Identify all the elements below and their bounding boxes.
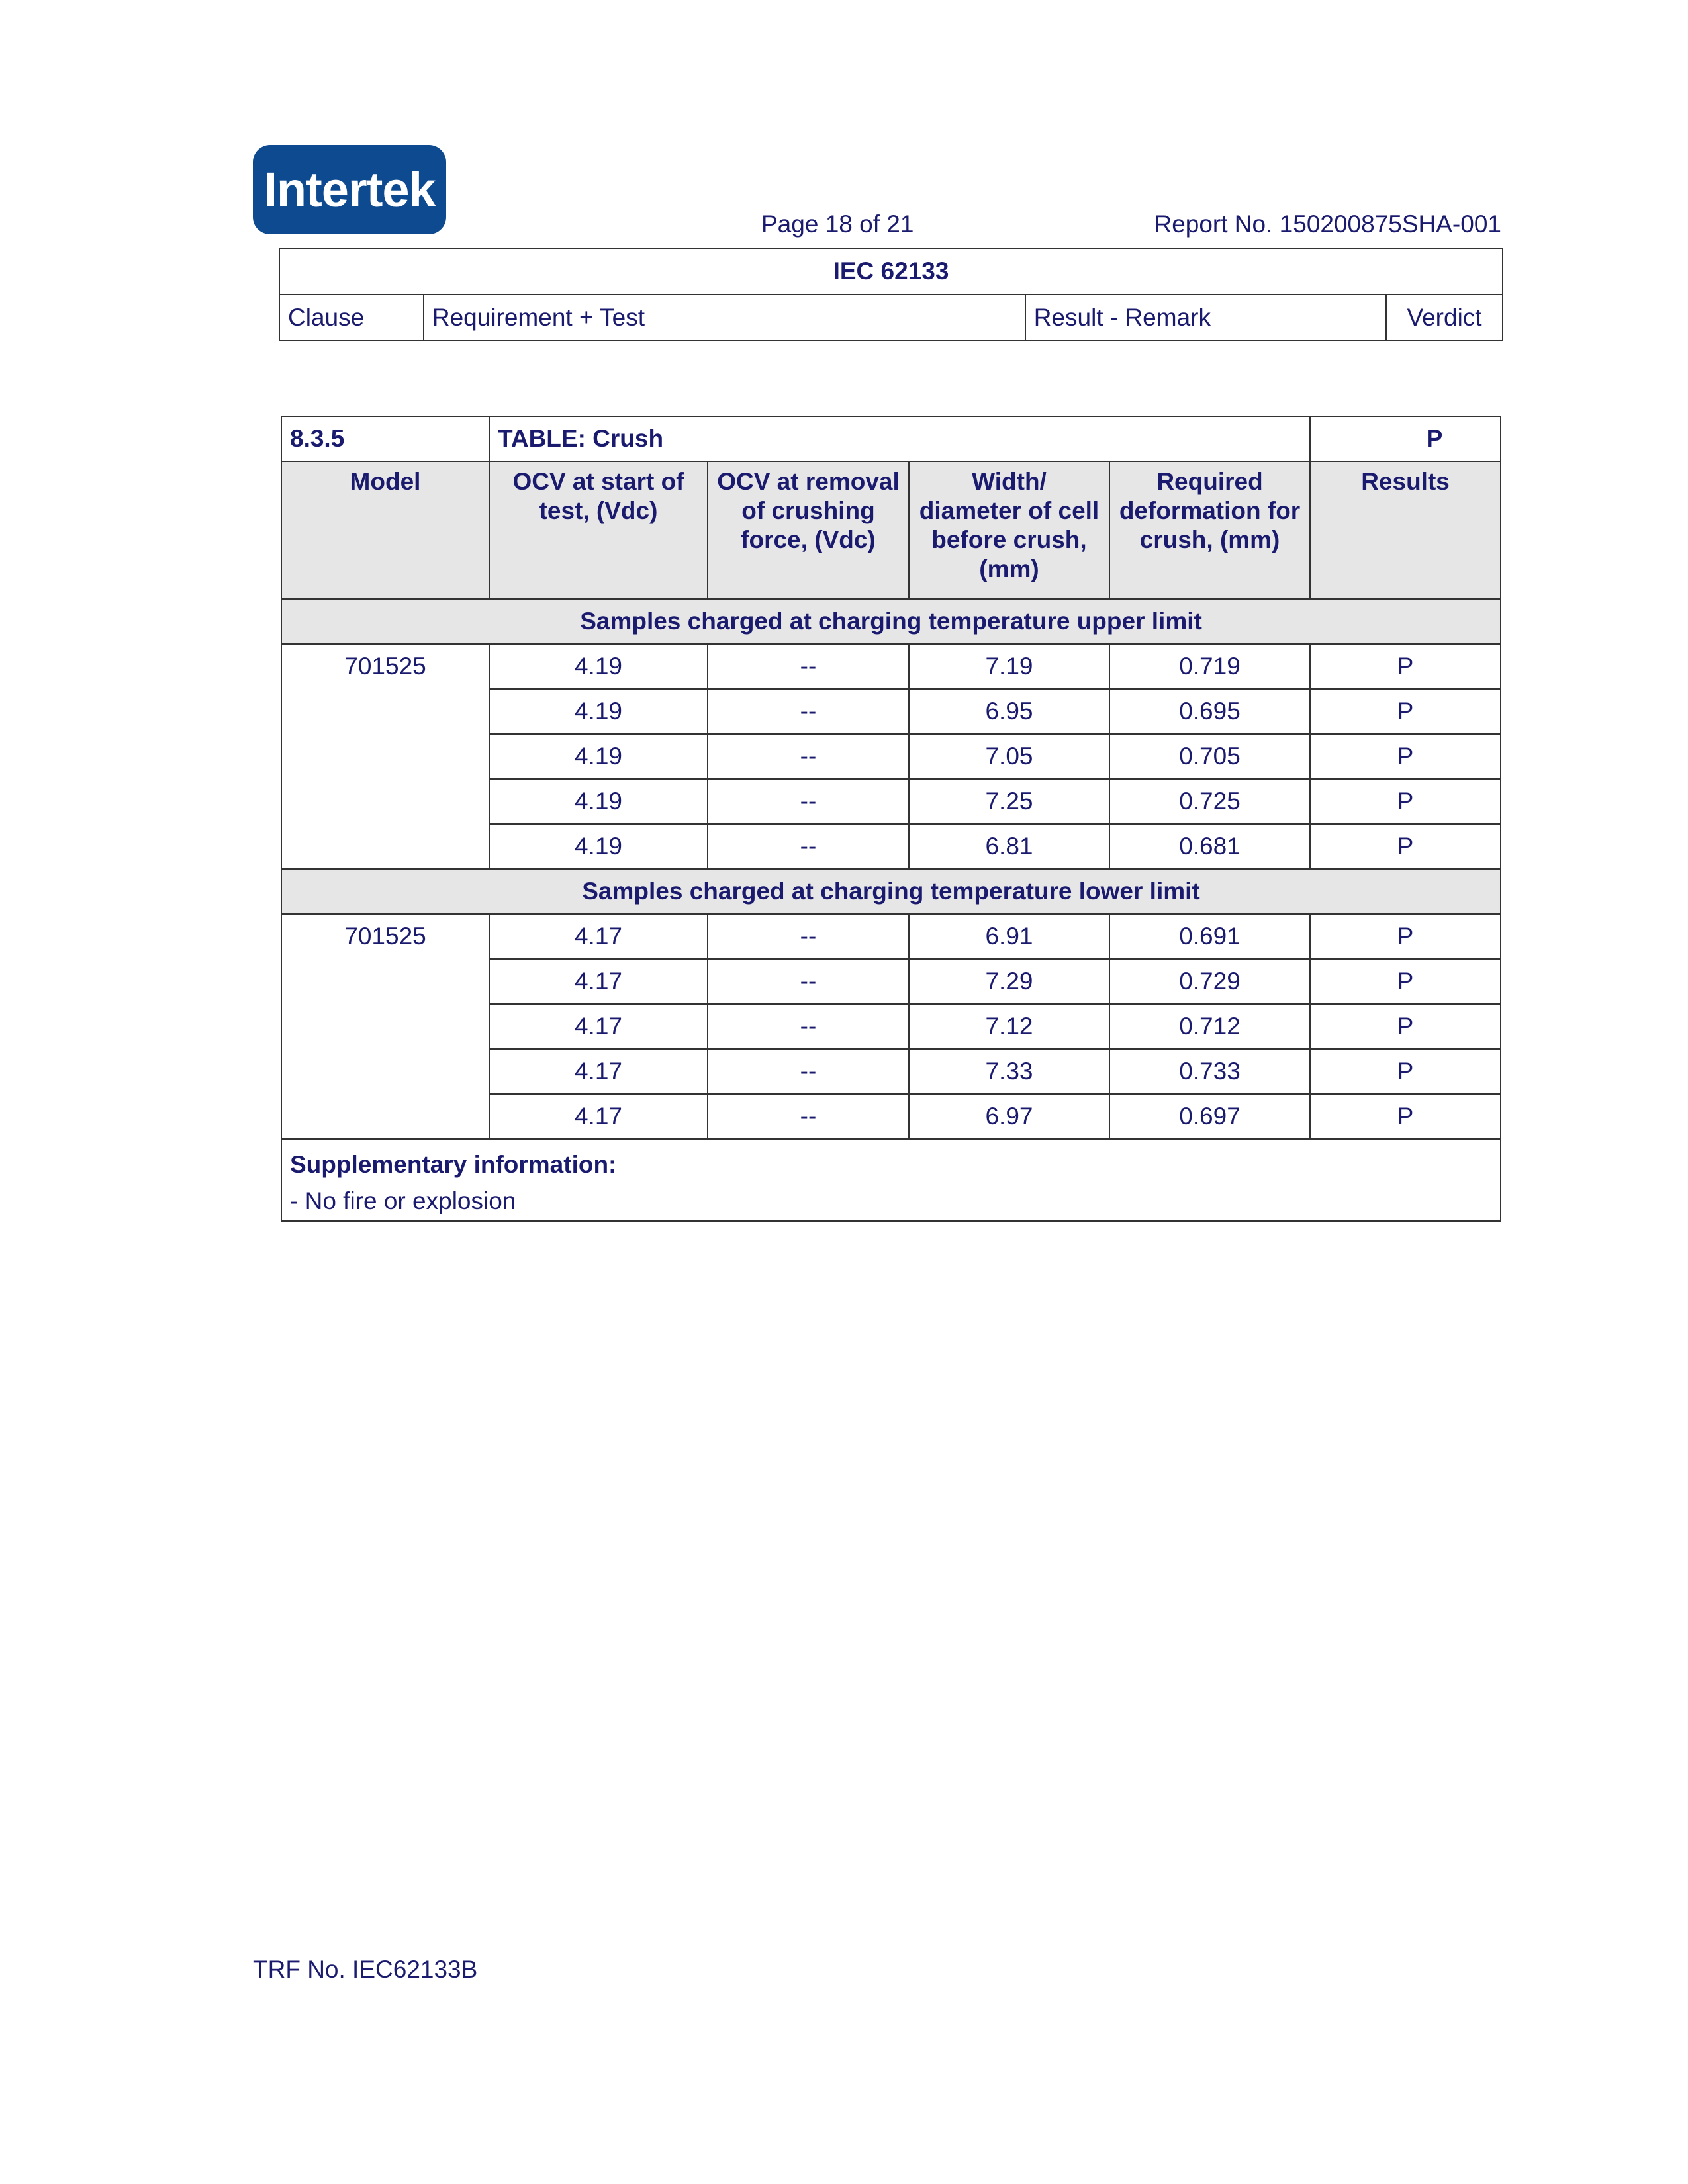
deformation-cell: 0.725 [1109, 779, 1310, 824]
col-required-deformation: Required deformation for crush, (mm) [1109, 461, 1310, 599]
supplementary-info [281, 1139, 1501, 1221]
result-cell: P [1310, 1049, 1501, 1094]
ocv-removal-cell: -- [708, 824, 909, 869]
clause-number: 8.3.5 [281, 416, 489, 461]
width-cell: 7.25 [909, 779, 1109, 824]
header-table [279, 248, 1503, 341]
table-row [281, 644, 1501, 689]
col-clause: Clause [279, 295, 424, 341]
ocv-start-cell: 4.17 [489, 1004, 708, 1049]
col-model: Model [281, 461, 489, 599]
ocv-removal-cell: -- [708, 644, 909, 689]
col-result-remark: Result - Remark [1025, 295, 1386, 341]
ocv-start-cell: 4.19 [489, 644, 708, 689]
col-ocv-removal: OCV at removal of crushing force, (Vdc) [708, 461, 909, 599]
deformation-cell: 0.705 [1109, 734, 1310, 779]
width-cell: 7.29 [909, 959, 1109, 1004]
ocv-start-cell: 4.17 [489, 914, 708, 959]
ocv-start-cell: 4.19 [489, 779, 708, 824]
report-number: Report No. 150200875SHA-001 [1154, 210, 1501, 238]
ocv-removal-cell: -- [708, 1004, 909, 1049]
section-upper-limit: Samples charged at charging temperature upper limit [281, 599, 1501, 644]
ocv-start-cell: 4.17 [489, 1094, 708, 1139]
supplementary-label: Supplementary information: [290, 1151, 617, 1178]
ocv-start-cell: 4.19 [489, 734, 708, 779]
width-cell: 7.12 [909, 1004, 1109, 1049]
supplementary-text: - No fire or explosion [290, 1187, 516, 1214]
deformation-cell: 0.697 [1109, 1094, 1310, 1139]
ocv-removal-cell: -- [708, 689, 909, 734]
table-title: TABLE: Crush [489, 416, 1310, 461]
deformation-cell: 0.691 [1109, 914, 1310, 959]
col-requirement: Requirement + Test [424, 295, 1025, 341]
ocv-removal-cell: -- [708, 959, 909, 1004]
result-cell: P [1310, 644, 1501, 689]
result-cell: P [1310, 689, 1501, 734]
deformation-cell: 0.695 [1109, 689, 1310, 734]
width-cell: 7.33 [909, 1049, 1109, 1094]
page-number: Page 18 of 21 [761, 210, 914, 238]
section-lower-limit: Samples charged at charging temperature lower limit [281, 869, 1501, 914]
result-cell: P [1310, 824, 1501, 869]
ocv-start-cell: 4.19 [489, 689, 708, 734]
table-row [281, 914, 1501, 959]
result-cell: P [1310, 959, 1501, 1004]
standard-title: IEC 62133 [279, 248, 1503, 295]
width-cell: 7.05 [909, 734, 1109, 779]
col-verdict: Verdict [1386, 295, 1503, 341]
width-cell: 6.97 [909, 1094, 1109, 1139]
ocv-start-cell: 4.19 [489, 824, 708, 869]
deformation-cell: 0.712 [1109, 1004, 1310, 1049]
ocv-removal-cell: -- [708, 914, 909, 959]
result-cell: P [1310, 734, 1501, 779]
logo-text: Intertek [263, 162, 436, 217]
table-verdict: P [1310, 416, 1501, 461]
deformation-cell: 0.681 [1109, 824, 1310, 869]
model-cell: 701525 [281, 914, 489, 1139]
ocv-start-cell: 4.17 [489, 959, 708, 1004]
deformation-cell: 0.729 [1109, 959, 1310, 1004]
result-cell: P [1310, 1004, 1501, 1049]
deformation-cell: 0.719 [1109, 644, 1310, 689]
ocv-removal-cell: -- [708, 734, 909, 779]
ocv-start-cell: 4.17 [489, 1049, 708, 1094]
ocv-removal-cell: -- [708, 779, 909, 824]
crush-table [281, 416, 1501, 1222]
width-cell: 6.91 [909, 914, 1109, 959]
width-cell: 6.95 [909, 689, 1109, 734]
col-results: Results [1310, 461, 1501, 599]
width-cell: 6.81 [909, 824, 1109, 869]
trf-number: TRF No. IEC62133B [253, 1956, 478, 1983]
model-cell: 701525 [281, 644, 489, 869]
col-width-diameter: Width/ diameter of cell before crush, (mm) [909, 461, 1109, 599]
intertek-logo [253, 145, 446, 234]
col-ocv-start: OCV at start of test, (Vdc) [489, 461, 708, 599]
result-cell: P [1310, 779, 1501, 824]
ocv-removal-cell: -- [708, 1049, 909, 1094]
width-cell: 7.19 [909, 644, 1109, 689]
deformation-cell: 0.733 [1109, 1049, 1310, 1094]
result-cell: P [1310, 1094, 1501, 1139]
result-cell: P [1310, 914, 1501, 959]
ocv-removal-cell: -- [708, 1094, 909, 1139]
